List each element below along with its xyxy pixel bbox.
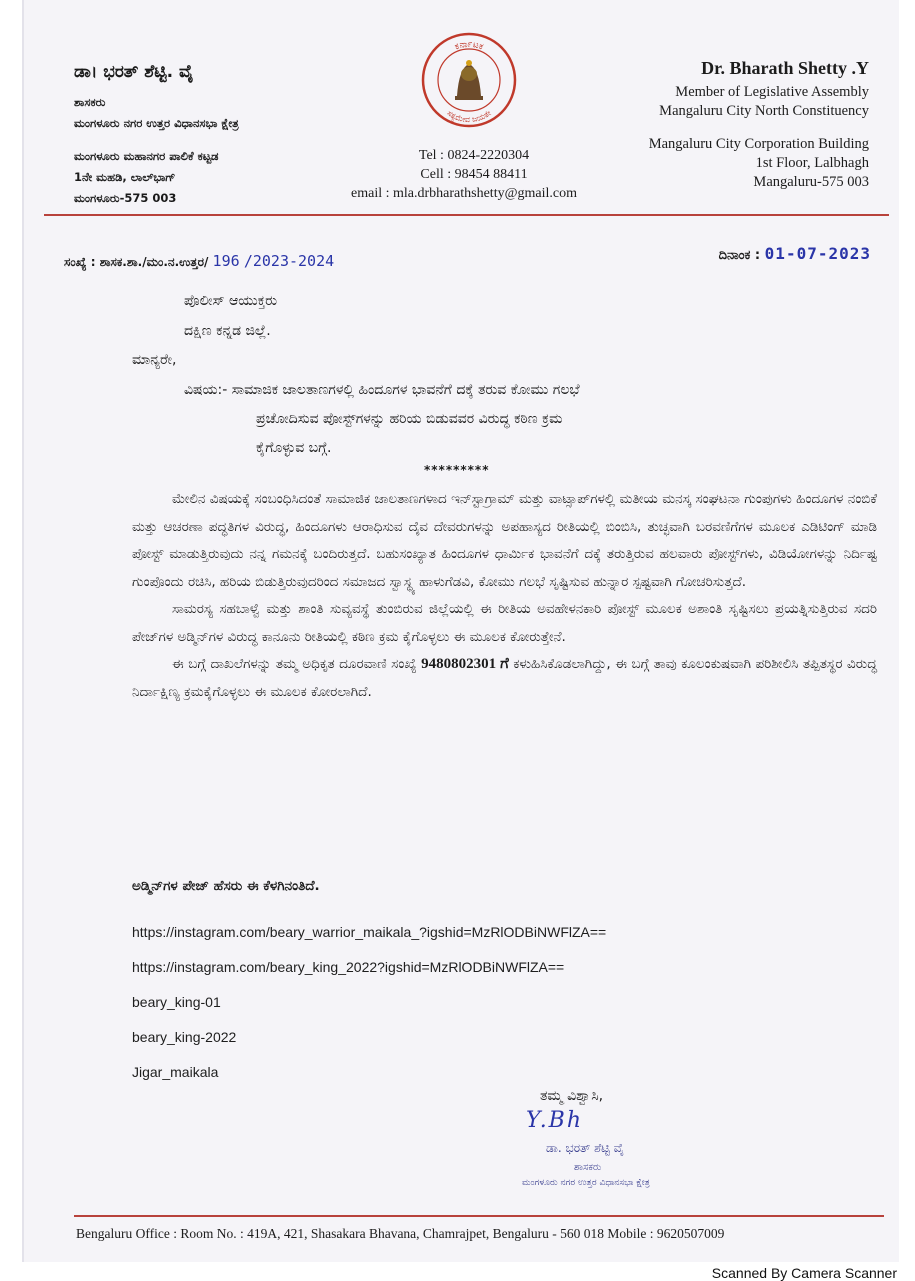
en-mla-name: Dr. Bharath Shetty .Y [701,58,869,78]
seal-text-bottom: ಸತ್ಯಮೇವ ಜಯತೇ [445,108,493,125]
recipient-block [184,286,277,346]
scanner-watermark: Scanned By Camera Scanner [711,1265,897,1281]
para3-before: ಈ ಬಗ್ಗೆ ದಾಖಲೆಗಳನ್ನು ತಮ್ಮ ಅಧಿಕೃತ ದೂರವಾಣಿ ಸಂಖ್ಯೆ [172,656,417,672]
date-label: ದಿನಾಂಕ : [718,248,761,263]
signatory-constituency-stamp: ಮಂಗಳೂರು ನಗರ ಉತ್ತರ ವಿಧಾನಸಭಾ ಕ್ಷೇತ್ರ [522,1178,650,1188]
subject-label: ವಿಷಯ:- [184,382,228,398]
cellphone: Cell : 98454 88411 [420,167,528,182]
kn-address-line-1: ಮಂಗಳೂರು ಮಹಾನಗರ ಪಾಲಿಕೆ ಕಟ್ಟಡ [74,149,219,163]
en-mla-role: Member of Legislative Assembly [675,84,869,100]
letter-date [719,244,871,263]
signatory-role-stamp: ಶಾಸಕರು [574,1162,602,1173]
subject-line-3: ಕೈಗೊಳ್ಳುವ ಬಗ್ಗೆ. [256,440,332,456]
admin-page-name-3: beary_king-01 [132,994,221,1010]
en-constituency: Mangaluru City North Constituency [659,103,869,119]
recipient-line-2: ದಕ್ಷಿಣ ಕನ್ನಡ ಜಿಲ್ಲೆ. [184,323,271,339]
kn-mla-name: ಡಾ। ಭರತ್ ಶೆಟ್ಟಿ. ವೈ [74,62,194,82]
admin-pages-heading: ಅಡ್ಮಿನ್‌ಗಳ ಪೇಜ್ ಹೆಸರು ಈ ಕೆಳಗಿನಂತಿದೆ. [132,878,320,894]
footer-address: Bengaluru Office : Room No. : 419A, 421, Shasakara Bhavana, Chamrajpet, Bengaluru - 560 018 Mobile : 9620507009 [76,1226,725,1241]
karnataka-seal-icon [419,30,519,130]
letter-body [132,486,877,706]
kn-address-line-2: 1ನೇ ಮಹಡಿ, ಲಾಲ್‌ಭಾಗ್ [74,170,176,184]
signatory-name-stamp: ಡಾ. ಭರತ್ ಶೆಟ್ಟಿ ವೈ [546,1141,624,1155]
header-divider [44,214,889,216]
letter-page [22,0,899,1262]
footer-divider [74,1215,884,1217]
admin-page-link-2: https://instagram.com/beary_king_2022?igshid=MzRlODBiNWFlZA== [132,959,565,975]
email-address: email : mla.drbharathshetty@gmail.com [351,186,577,201]
para3-after: ಕಳುಹಿಸಿಕೊಡಲಾಗಿದ್ದು, ಈ ಬಗ್ಗೆ ತಾವು ಕೂಲಂಕುಷವಾಗಿ ಪರಿಶೀಲಿಸಿ ತಪ್ಪಿತಸ್ಥರ ವಿರುದ್ಧ ನಿರ್ದಾಕ್ಷಿಣ್ಯ ಕ್ರಮಕೈಗೊಳ್ಳಲು ಈ ಮೂಲಕ ಕೋರಲಾಗಿದೆ. [132,656,878,700]
reference-number [64,252,334,270]
subject-block [184,376,824,463]
reference-year: /2023-2024 [243,252,335,270]
en-address-line-2: 1st Floor, Lalbhagh [755,155,869,171]
date-value: 01-07-2023 [764,244,871,263]
kn-constituency: ಮಂಗಳೂರು ನಗರ ಉತ್ತರ ವಿಧಾನಸಭಾ ಕ್ಷೇತ್ರ [74,116,239,130]
signature-block [522,1088,722,1188]
admin-page-list [132,915,606,1090]
subject-line-2: ಪ್ರಚೋದಿಸುವ ಪೋಸ್ಟ್‌ಗಳನ್ನು ಹರಿಯ ಬಿಡುವವರ ವಿರುದ್ಧ ಕಠಿಣ ಕ್ರಮ [256,411,563,427]
en-address-line-1: Mangaluru City Corporation Building [648,136,869,152]
recipient-line-1: ಪೊಲೀಸ್ ಆಯುಕ್ತರು [184,293,278,309]
kn-mla-role: ಶಾಸಕರು [74,95,106,109]
body-paragraph-1: ಮೇಲಿನ ವಿಷಯಕ್ಕೆ ಸಂಬಂಧಿಸಿದಂತೆ ಸಾಮಾಜಿಕ ಜಾಲತಾಣಗಳಾದ ಇನ್‌ಸ್ಟಾಗ್ರಾಮ್ ಮತ್ತು ವಾಟ್ಸಾಪ್‌ಗಳಲ್ಲಿ ಮತೀಯ ಮನಸ್ಕ ಸಂಘಟನಾ ಗುಂಪುಗಳು ಹಿಂದೂಗಳ ನಂಬಿಕೆ ಮತ್ತು ಆಚರಣಾ ಪದ್ಧತಿಗಳ ವಿರುದ್ಧ, ಹಿಂದೂಗಳು ಆರಾಧಿಸುವ ದೈವ ದೇವರುಗಳನ್ನು ಅಪಹಾಸ್ಯದ ರೀತಿಯಲ್ಲಿ ಬಿಂಬಿಸಿ, ತುಚ್ಛವಾಗಿ ಬರವಣಿಗೆಗಳ ಮೂಲಕ ಎಡಿಟಿಂಗ್ ಮಾಡಿ ಪೋಸ್ಟ್ ಮಾಡುತ್ತಿರುವುದು ನನ್ನ ಗಮನಕ್ಕೆ ಬಂದಿರುತ್ತದೆ. ಬಹುಸಂಖ್ಯಾತ ಹಿಂದೂಗಳ ಧಾರ್ಮಿಕ ಭಾವನೆಗೆ ದಕ್ಕೆ ತರುತ್ತಿರುವ ಹಲವಾರು ಪೋಸ್ಟ್‌ಗಳು, ವಿಡಿಯೋಗಳನ್ನು ನಿರ್ದಿಷ್ಟ ಗುಂಪೊಂದು ರಚಿಸಿ, ಹರಿಯ ಬಿಡುತ್ತಿರುವುದರಿಂದ ಸಮಾಜದ ಸ್ವಾಸ್ಥ್ಯ ಹಾಳುಗೆಡವಿ, ಕೋಮು ಗಲಭೆ ಸೃಷ್ಟಿಸುವ ಹುನ್ನಾರ ಸ್ಪಷ್ಟವಾಗಿ ಗೋಚರಿಸುತ್ತದೆ. [132,491,877,590]
seal-text-top: ಕರ್ನಾಟಕ [453,39,485,53]
reference-handwritten-number: 196 [212,252,240,270]
body-paragraph-2: ಸಾಮರಸ್ಯ ಸಹಬಾಳ್ವೆ ಮತ್ತು ಶಾಂತಿ ಸುವ್ಯವಸ್ಥೆ ತುಂಬಿರುವ ಜಿಲ್ಲೆಯಲ್ಲಿ ಈ ರೀತಿಯ ಅವಹೇಳನಕಾರಿ ಪೋಸ್ಟ್ ಮೂಲಕ ಅಶಾಂತಿ ಸೃಷ್ಟಿಸಲು ಪ್ರಯತ್ನಿಸುತ್ತಿರುವ ಸದರಿ ಪೇಜ್‌ಗಳ ಅಡ್ಮಿನ್‌ಗಳ ವಿರುದ್ಧ ಕಾನೂನು ರೀತಿಯಲ್ಲಿ ಕಠಿಣ ಕ್ರಮ ಕೈಗೊಳ್ಳಲು ಈ ಮೂಲಕ ಕೋರುತ್ತೇನೆ. [132,601,877,645]
telephone: Tel : 0824-2220304 [418,148,530,163]
salutation: ಮಾನ್ಯರೇ, [132,352,177,368]
reference-prefix: ಸಂಖ್ಯೆ : ಶಾಸಕ.ಶಾ./ಮಂ.ನ.ಉತ್ತರ/ [64,255,209,269]
admin-page-name-5: Jigar_maikala [132,1064,219,1080]
kn-address-line-3: ಮಂಗಳೂರು-575 003 [74,191,177,205]
admin-page-name-4: beary_king-2022 [132,1029,237,1045]
admin-page-link-1: https://instagram.com/beary_warrior_maikala_?igshid=MzRlODBiNWFlZA== [132,924,607,940]
closing-phrase: ತಮ್ಮ ವಿಶ್ವಾಸಿ, [540,1088,604,1104]
official-phone-number: 9480802301 ಗೆ [421,656,509,672]
contact-block [329,146,619,203]
body-paragraph-3 [132,651,877,706]
handwritten-signature: Y.Bh [526,1108,584,1133]
separator-stars: ********* [424,463,490,477]
subject-line-1: ಸಾಮಾಜಿಕ ಜಾಲತಾಣಗಳಲ್ಲಿ ಹಿಂದೂಗಳ ಭಾವನೆಗೆ ದಕ್ಕೆ ತರುವ ಕೋಮು ಗಲಭೆ [231,382,580,398]
en-address-line-3: Mangaluru-575 003 [753,174,869,190]
